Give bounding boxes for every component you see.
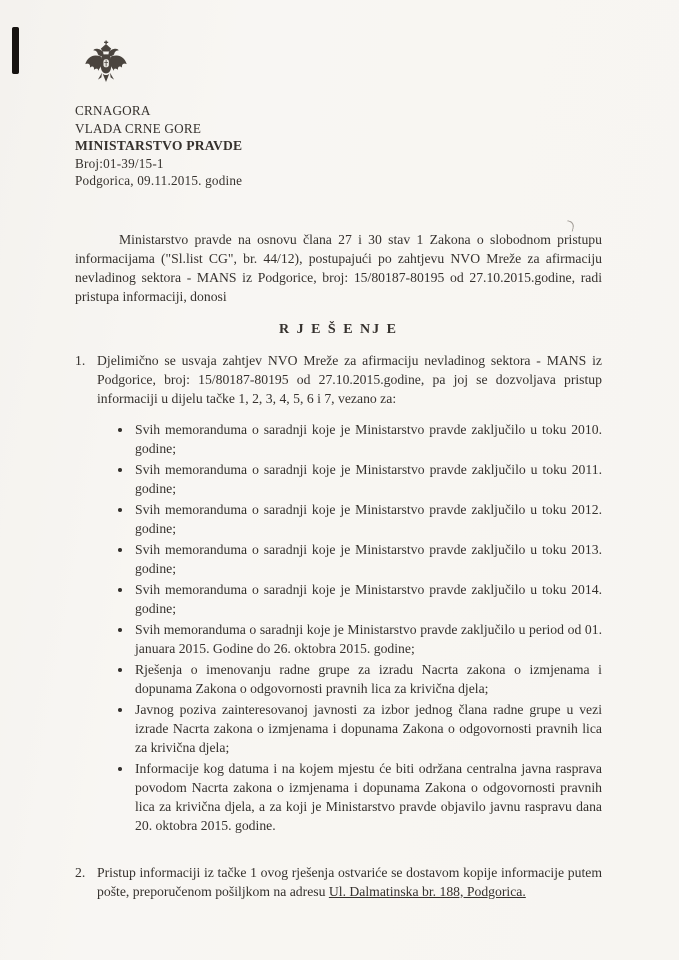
list-item: • Svih memoranduma o saradnji koje je Ministarstvo pravde zaključilo u toku 2010. godine;: [133, 420, 602, 458]
list-item: • Javnog poziva zainteresovanoj javnosti za izbor jednog člana radne grupe u vezi izrade Nacrta zakona o izmjenama i dopunama Zakona o odgovornosti pravnih lica za krivična djela;: [133, 700, 602, 757]
header-ministry: MINISTARSTVO PRAVDE: [75, 138, 243, 153]
decision-title: R J E Š E NJ E: [278, 321, 399, 337]
item-1-number: 1.: [75, 352, 86, 368]
scan-artifact: [12, 27, 19, 74]
item-2-number: 2.: [75, 864, 86, 880]
header-government: VLADA CRNE GORE: [75, 120, 202, 136]
header-place-date: Podgorica, 09.11.2015. godine: [75, 173, 243, 188]
decision-item-1: [75, 351, 602, 837]
header-country: CRNAGORA: [75, 103, 151, 118]
document-body: [75, 230, 602, 901]
list-item: • Svih memoranduma o saradnji koje je Ministarstvo pravde zaključilo u toku 2012. godine;: [133, 500, 602, 538]
item-1-text: Djelimično se usvaja zahtjev NVO Mreže za afirmaciju nevladinog sektora - MANS iz Podgorice, broj: 15/80187-80195 od 27.10.2015.godine, pa joj se dozvoljava pristup informaciji u dijelu tačke 1, 2, 3, 4, 5, 6 i 7, vezano za:: [97, 352, 602, 406]
requested-information-list: [97, 420, 602, 835]
header-case-number: Broj:01-39/15-1: [75, 155, 164, 171]
decision-item-2: [75, 863, 602, 901]
montenegro-coat-of-arms-icon: [83, 36, 129, 98]
item-2-body: [97, 863, 602, 901]
list-item: • Svih memoranduma o saradnji koje je Ministarstvo pravde zaključilo u toku 2011. godine;: [133, 460, 602, 498]
item-1-body: [97, 351, 602, 837]
item-2-text: Pristup informaciji iz tačke 1 ovog rješenja ostvariće se dostavom kopije informacije putem pošte, preporučenom pošiljkom na adresu: [97, 864, 602, 899]
list-item: • Informacije kog datuma i na kojem mjestu će biti održana centralna javna rasprava povodom Nacrta zakona o izmjenama i dopunama Zakona o odgovornosti pravnih lica za krivična djela, a za koji je Ministarstvo pravde objavilo javnu raspravu dana 20. oktobra 2015. godine.: [133, 759, 602, 835]
intro-paragraph: Ministarstvo pravde na osnovu člana 27 i 30 stav 1 Zakona o slobodnom pristupu informacijama ("Sl.list CG", br. 44/12), postupajući po zahtjevu NVO Mreže za afirmaciju nevladinog sektora - MANS iz Podgorice, broj: 15/80187-80195 od 27.10.2015.godine, radi pristupa informaciji, donosi: [75, 231, 602, 304]
list-item: • Svih memoranduma o saradnji koje je Ministarstvo pravde zaključilo u toku 2013. godine;: [133, 540, 602, 578]
list-item: • Svih memoranduma o saradnji koje je Ministarstvo pravde zaključilo u toku 2014. godine;: [133, 580, 602, 618]
list-item: • Svih memoranduma o saradnji koje je Ministarstvo pravde zaključilo u period od 01. januara 2015. Godine do 26. oktobra 2015. godine;: [133, 620, 602, 658]
delivery-address: Ul. Dalmatinska br. 188, Podgorica.: [328, 883, 526, 899]
list-item: • Rješenja o imenovanju radne grupe za izradu Nacrta zakona o izmjenama i dopunama Zakona o odgovornosti pravnih lica za krivična djela;: [133, 660, 602, 698]
